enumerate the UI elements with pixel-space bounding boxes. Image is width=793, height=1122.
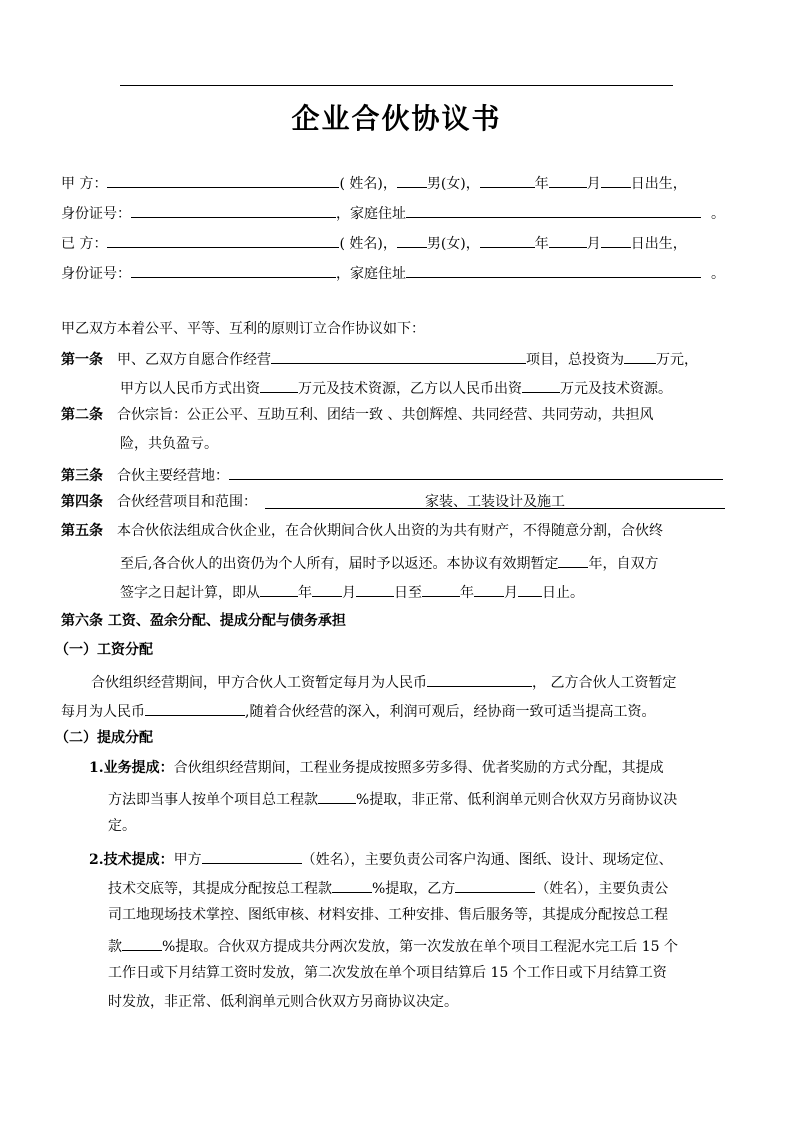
wage-text: ,随着合伙经营的深入，利润可观后，经协商一致可适当提高工资。 [245, 704, 656, 720]
section-wage-title: （一）工资分配 [55, 642, 153, 658]
item-1-text: 合伙组织经营期间，工程业务提成按照多劳多得、优者奖励的方式分配，其提成 [173, 760, 664, 776]
year-label: 年 [298, 585, 312, 601]
start-month-blank[interactable] [312, 581, 342, 597]
wage-text: ， 乙方合伙人工资暂定 [532, 675, 677, 691]
item-2-text: 款 [108, 939, 122, 955]
born-label: 日出生， [630, 236, 687, 252]
section-commission-title: （二）提成分配 [55, 730, 153, 746]
item-2-text: 技术交底等，其提成分配按总工程款 [108, 881, 332, 897]
party-a-address-blank[interactable] [406, 202, 701, 218]
business-commission-percent-blank[interactable] [318, 788, 356, 804]
end-day-blank[interactable] [518, 581, 542, 597]
document-title: 企业合伙协议书 [291, 102, 502, 135]
party-b-wage-blank[interactable] [145, 700, 245, 716]
item-2-line-2 [108, 877, 668, 898]
article-1-line-1 [61, 348, 698, 369]
item-1-text: 方法即当事人按单个项目总工程款 [108, 792, 318, 808]
start-year-blank[interactable] [260, 581, 298, 597]
party-a-tech-percent-blank[interactable] [332, 877, 372, 893]
article-5-title: 第五条 [61, 523, 103, 539]
article-5-text: 签字之日起计算，即从 [120, 585, 260, 601]
article-6-title: 第六条 工资、盈余分配、提成分配与债务承担 [61, 613, 346, 629]
party-b-address-blank[interactable] [406, 262, 701, 278]
month-label: 月 [586, 236, 601, 252]
article-1-text: 万元及技术资源。 [560, 381, 672, 397]
gender-label: 男(女)， [426, 176, 480, 192]
party-a-wage-blank[interactable] [427, 671, 532, 687]
party-a-label: 甲 方： [61, 176, 108, 192]
party-a-id-blank[interactable] [131, 202, 336, 218]
name-hint: ( 姓名) [339, 236, 383, 252]
article-5-text: 至后,各合伙人的出资仍为个人所有，届时予以返还。本协议有效期暂定 [120, 556, 559, 572]
address-label: ，家庭住址 [336, 266, 406, 282]
period: 。 [711, 266, 725, 282]
item-1-text: %提取，非正常、低利润单元则合伙双方另商协议决 [356, 792, 678, 808]
address-label: ，家庭住址 [336, 206, 406, 222]
party-b-name-blank[interactable] [107, 232, 339, 248]
item-1-number: 1. [89, 760, 104, 776]
item-2-text: %提取。合伙双方提成共分两次发放，第一次发放在单个项目工程泥水完工后 15 个 [162, 939, 679, 955]
separator: ， [382, 176, 397, 192]
party-b-id-blank[interactable] [131, 262, 336, 278]
article-3-text: 合伙主要经营地： [117, 468, 229, 484]
validity-years-blank[interactable] [558, 552, 588, 568]
party-b-investment-blank[interactable] [522, 377, 560, 393]
party-a-investment-blank[interactable] [260, 377, 298, 393]
header-rule [120, 85, 673, 86]
item-1-line-3: 定。 [108, 818, 136, 834]
article-1-text: 甲方以人民币方式出资 [120, 381, 260, 397]
item-2-line-1 [89, 848, 673, 869]
birth-day-blank[interactable] [601, 172, 631, 188]
name-hint: （姓名） [301, 852, 351, 868]
born-label: 日出生， [630, 176, 687, 192]
business-scope-field[interactable]: 家装、工装设计及施工 [265, 493, 725, 509]
item-2-text: ，主要负责公司客户沟通、图纸、设计、现场定位、 [350, 852, 673, 868]
project-name-blank[interactable] [271, 348, 526, 364]
year-label: 年 [534, 176, 549, 192]
article-1-text: 甲、乙双方自愿合作经营 [117, 352, 271, 368]
to-label: 日至 [394, 585, 422, 601]
birth-day-blank[interactable] [601, 232, 631, 248]
item-2-line-6: 时发放，非正常、低利润单元则合伙双方另商协议决定。 [108, 994, 458, 1010]
gender-label: 男(女)， [426, 236, 480, 252]
name-hint: （姓名） [535, 881, 585, 897]
party-b-tech-percent-blank[interactable] [122, 935, 162, 951]
birth-month-blank[interactable] [549, 172, 587, 188]
item-2-text: ，主要负责公 [584, 881, 669, 897]
item-1-title: 业务提成： [103, 760, 174, 776]
item-2-line-3: 司工地现场技术掌控、图纸审核、材料安排、工种安排、售后服务等，其提成分配按总工程 [108, 907, 668, 923]
article-1-title: 第一条 [61, 352, 103, 368]
article-1-line-2 [120, 377, 672, 398]
party-a-id-line [61, 202, 725, 223]
article-4-title: 第四条 [61, 494, 103, 510]
party-a-line [61, 172, 687, 193]
article-5-line-1 [61, 522, 663, 540]
item-2-title: 技术提成： [103, 852, 174, 868]
birth-year-blank[interactable] [480, 172, 535, 188]
item-2-line-5: 工作日或下月结算工资时发放，第二次发放在单个项目结算后 15 个工作日或下月结算工资 [108, 965, 667, 981]
wage-text: 合伙组织经营期间，甲方合伙人工资暂定每月为人民币 [91, 675, 427, 691]
month-label: 月 [586, 176, 601, 192]
item-2-line-4 [108, 935, 678, 956]
month-label: 月 [504, 585, 518, 601]
party-b-line [61, 232, 687, 253]
party-b-label: 已 方： [61, 236, 108, 252]
item-2-number: 2. [89, 852, 104, 868]
id-label: 身份证号： [61, 266, 131, 282]
article-1-text: 万元及技术资源，乙方以人民币出资 [298, 381, 522, 397]
period: 。 [711, 206, 725, 222]
article-4-text: 合伙经营项目和范围： [117, 494, 257, 510]
wage-line-1 [91, 671, 676, 692]
article-4-line [61, 493, 725, 511]
name-hint: ( 姓名) [339, 176, 383, 192]
year-label: 年 [534, 236, 549, 252]
article-2-text: 合伙宗旨：公正公平、互助互利、团结一致 、共创辉煌、共同经营、共同劳动，共担风 [117, 407, 654, 423]
item-1-line-1 [89, 759, 664, 777]
start-day-blank[interactable] [356, 581, 394, 597]
month-label: 月 [342, 585, 356, 601]
wage-line-2 [61, 700, 655, 721]
article-2-line-2: 险，共负盈亏。 [120, 436, 218, 452]
article-3-title: 第三条 [61, 468, 103, 484]
article-5-text: 日止。 [542, 585, 584, 601]
birth-month-blank[interactable] [549, 232, 587, 248]
birth-year-blank[interactable] [480, 232, 535, 248]
article-5-line-3 [120, 581, 584, 602]
item-2-text: %提取，乙方 [372, 881, 456, 897]
id-label: 身份证号： [61, 206, 131, 222]
article-5-text: 本合伙依法组成合伙企业，在合伙期间合伙人出资的为共有财产，不得随意分割，合伙终 [117, 523, 663, 539]
wage-text: 每月为人民币 [61, 704, 145, 720]
gender-blank[interactable] [397, 232, 427, 248]
party-a-tech-name-blank[interactable] [202, 848, 302, 864]
item-2-text: 甲方 [173, 852, 202, 868]
article-1-text: 万元， [656, 352, 698, 368]
article-2-title: 第二条 [61, 407, 103, 423]
party-a-name-blank[interactable] [107, 172, 339, 188]
total-investment-blank[interactable] [624, 348, 656, 364]
intro-text: 甲乙双方本着公平、平等、互利的原则订立合作协议如下： [61, 321, 425, 337]
article-5-text: 年，自双方 [588, 556, 659, 572]
gender-blank[interactable] [397, 172, 427, 188]
end-year-blank[interactable] [422, 581, 460, 597]
business-location-blank[interactable] [229, 464, 723, 480]
separator: ， [382, 236, 397, 252]
article-1-text: 项目，总投资为 [526, 352, 624, 368]
year-label: 年 [460, 585, 474, 601]
party-b-id-line [61, 262, 725, 283]
article-5-line-2 [120, 552, 658, 573]
article-2-line-1 [61, 406, 653, 424]
party-b-tech-name-blank[interactable] [455, 877, 535, 893]
end-month-blank[interactable] [474, 581, 504, 597]
item-1-line-2 [108, 788, 677, 809]
article-3-line [61, 464, 723, 485]
